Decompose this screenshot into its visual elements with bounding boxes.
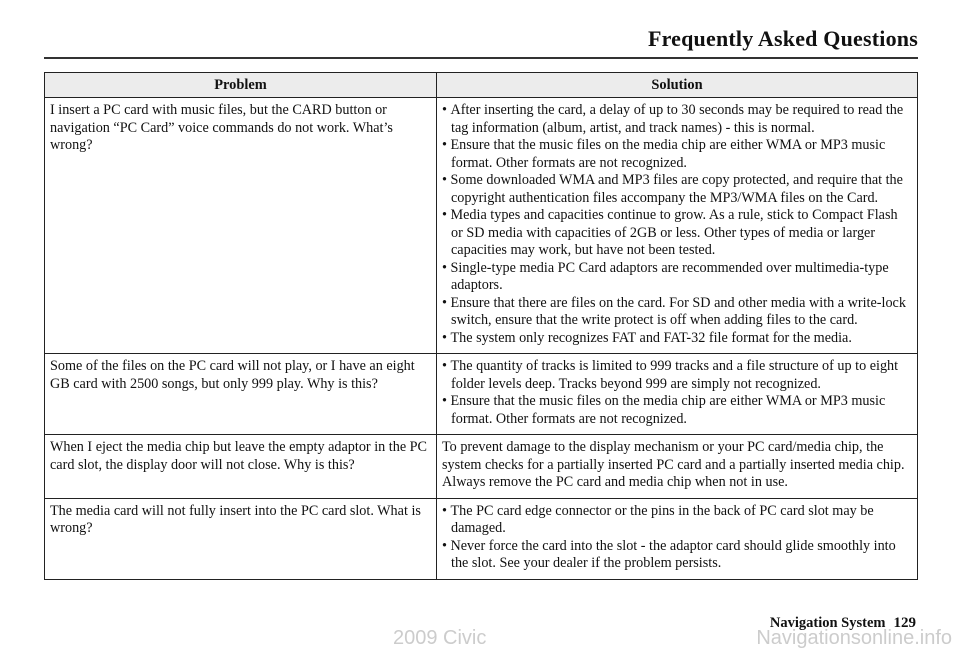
solution-bullet: • Ensure that the music files on the media chip are either WMA or MP3 music format. Other formats are not recognized. <box>442 393 911 428</box>
page-title: Frequently Asked Questions <box>647 26 918 51</box>
solution-bullet: • Single-type media PC Card adaptors are recommended over multimedia-type adaptors. <box>442 260 911 295</box>
problem-cell: Some of the files on the PC card will not play, or I have an eight GB card with 2500 songs, but only 999 play. Why is this? <box>45 354 437 435</box>
solution-list <box>442 358 911 428</box>
solution-list <box>442 102 911 347</box>
problem-cell: I insert a PC card with music files, but the CARD button or navigation “PC Card” voice commands do not work. What’s wrong? <box>45 98 437 354</box>
solution-bullet: • Never force the card into the slot - the adaptor card should glide smoothly into the slot. See your dealer if the problem persists. <box>442 538 911 573</box>
solution-bullet: • Some downloaded WMA and MP3 files are copy protected, and require that the copyright authentication files accompany the MP3/WMA files on the Card. <box>442 172 911 207</box>
solution-bullet: • Ensure that the music files on the media chip are either WMA or MP3 music format. Other formats are not recognized. <box>442 137 911 172</box>
solution-list <box>442 503 911 573</box>
page-number: 129 <box>893 615 916 631</box>
table-row <box>45 435 918 499</box>
table-header-row <box>45 73 918 98</box>
column-header-problem: Problem <box>45 73 437 98</box>
column-header-solution: Solution <box>437 73 918 98</box>
watermark-model: 2009 Civic <box>393 627 487 649</box>
table-row <box>45 354 918 435</box>
watermark-site: Navigationsonline.info <box>756 627 952 649</box>
solution-bullet: • Ensure that there are files on the card. For SD and other media with a write-lock switch, ensure that the write protect is off when adding files to the card. <box>442 295 911 330</box>
solution-bullet: • Media types and capacities continue to grow. As a rule, stick to Compact Flash or SD media with capacities of 2GB or less. Other types of media or larger capacities may work, but have not been tested. <box>442 207 911 260</box>
solution-cell <box>437 498 918 579</box>
faq-table <box>44 72 918 580</box>
solution-bullet: • The quantity of tracks is limited to 999 tracks and a file structure of up to eight folder levels deep. Tracks beyond 999 are simply not recognized. <box>442 358 911 393</box>
footer-section-name: Navigation System <box>769 615 886 631</box>
problem-cell: The media card will not fully insert into the PC card slot. What is wrong? <box>45 498 437 579</box>
solution-cell <box>437 354 918 435</box>
table-row <box>45 98 918 354</box>
solution-bullet: • After inserting the card, a delay of up to 30 seconds may be required to read the tag information (album, artist, and track names) - this is normal. <box>442 102 911 137</box>
solution-cell <box>437 98 918 354</box>
problem-cell: When I eject the media chip but leave the empty adaptor in the PC card slot, the display door will not close. Why is this? <box>45 435 437 499</box>
title-rule <box>44 57 918 59</box>
table-row <box>45 498 918 579</box>
solution-bullet: • The PC card edge connector or the pins in the back of PC card slot may be damaged. <box>442 503 911 538</box>
solution-bullet: • The system only recognizes FAT and FAT-32 file format for the media. <box>442 330 911 348</box>
solution-cell: To prevent damage to the display mechanism or your PC card/media chip, the system checks for a partially inserted PC card and a partially inserted media chip. Always remove the PC card and media chip when not in use. <box>437 435 918 499</box>
